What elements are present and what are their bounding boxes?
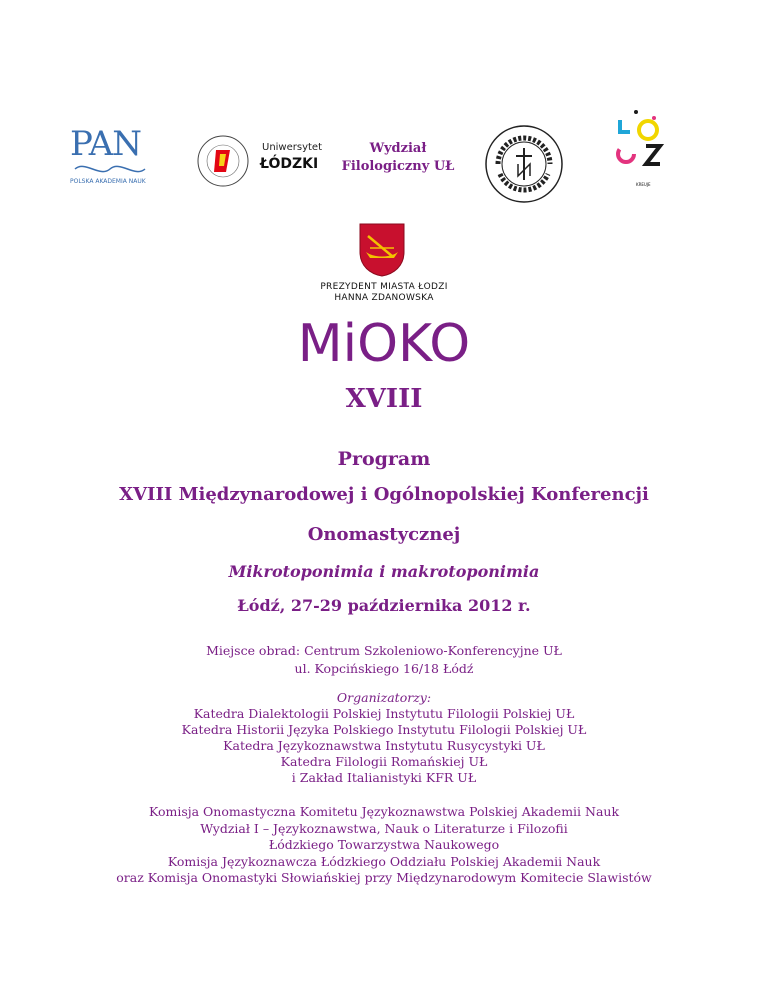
institution-item: oraz Komisja Onomastyki Słowiańskiej przy Międzynarodowym Komitecie Slawistów bbox=[116, 870, 652, 885]
conference-number: XVIII bbox=[345, 384, 423, 414]
society-seal-icon bbox=[484, 124, 564, 204]
lodz-logo bbox=[612, 108, 668, 188]
organizer-item: Katedra Historii Języka Polskiego Instytutu Filologii Polskiej UŁ bbox=[181, 722, 587, 737]
institutions-list bbox=[0, 804, 768, 887]
institution-item: Wydział I – Językoznawstwa, Nauk o Literaturze i Filozofii bbox=[200, 820, 568, 836]
conference-title: MiOKO bbox=[297, 314, 471, 374]
organizer-item: Katedra Dialektologii Polskiej Instytutu Filologii Polskiej UŁ bbox=[193, 706, 575, 721]
organizer-item: Katedra Filologii Romańskiej UŁ bbox=[280, 754, 488, 769]
organizer-item: i Zakład Italianistyki KFR UŁ bbox=[291, 770, 477, 785]
institution-item: Komisja Językoznawcza Łódzkiego Oddziału Polskiej Akademii Nauk bbox=[167, 853, 601, 869]
program-heading: Program bbox=[337, 448, 431, 470]
city-crest-icon bbox=[354, 222, 410, 278]
pan-logo-subtitle: POLSKA AKADEMIA NAUK bbox=[70, 178, 146, 185]
lodz-logo-subtitle: KREUJE bbox=[636, 182, 651, 187]
conference-full-title-line2: Onomastycznej bbox=[307, 524, 461, 545]
university-seal-icon bbox=[196, 134, 250, 188]
university-name-line2: ŁÓDZKI bbox=[260, 156, 319, 172]
venue-line1: Miejsce obrad: Centrum Szkoleniowo-Konferencyjne UŁ bbox=[206, 643, 562, 658]
venue bbox=[0, 642, 768, 678]
faculty-line2: Filologiczny UŁ bbox=[341, 159, 455, 174]
logo-strip bbox=[0, 96, 768, 206]
organizers-list bbox=[0, 706, 768, 786]
mayor-patronage bbox=[0, 282, 768, 304]
institution-item: Komisja Onomastyczna Komitetu Językoznawstwa Polskiej Akademii Nauk bbox=[148, 804, 620, 819]
faculty-line1: Wydział bbox=[369, 141, 427, 156]
university-name-line1: Uniwersytet bbox=[262, 142, 322, 153]
society-logo bbox=[484, 124, 574, 214]
pan-infinity-icon bbox=[70, 162, 150, 176]
lodz-kreuje-icon bbox=[612, 108, 668, 180]
organizer-item: Katedra Językoznawstwa Instytutu Rusycystyki UŁ bbox=[223, 738, 545, 753]
institution-item: Łódzkiego Towarzystwa Naukowego bbox=[268, 837, 500, 852]
conference-full-title-line1: XVIII Międzynarodowej i Ogólnopolskiej Konferencji bbox=[119, 484, 649, 505]
conference-subtitle: Mikrotoponimia i makrotoponimia bbox=[228, 562, 540, 581]
venue-line2: ul. Kopcińskiego 16/18 Łódź bbox=[294, 661, 474, 676]
organizers-label: Organizatorzy: bbox=[336, 690, 432, 705]
mayor-line1: PREZYDENT MIASTA ŁODZI bbox=[320, 282, 448, 292]
mayor-line2: HANNA ZDANOWSKA bbox=[334, 293, 434, 303]
pan-logo bbox=[70, 124, 160, 194]
university-logo bbox=[196, 134, 332, 186]
faculty-logo bbox=[338, 140, 458, 176]
pan-logo-text: PAN bbox=[70, 124, 142, 164]
conference-date: Łódź, 27-29 października 2012 r. bbox=[237, 596, 531, 615]
